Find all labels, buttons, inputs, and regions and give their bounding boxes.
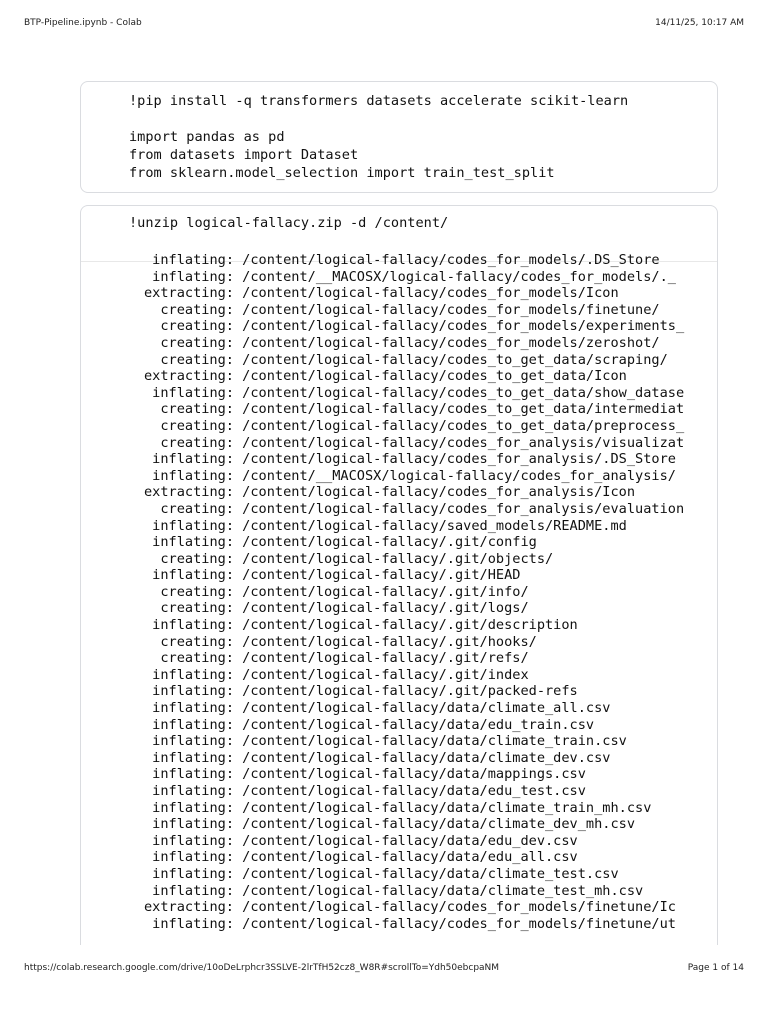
- output-action: extracting:: [143, 368, 234, 385]
- document-title: BTP-Pipeline.ipynb - Colab: [24, 18, 142, 28]
- output-action: inflating:: [152, 567, 234, 584]
- output-line: [81, 501, 707, 518]
- output-action: inflating:: [152, 700, 234, 717]
- output-line: [81, 318, 707, 335]
- output-action: creating:: [160, 301, 234, 318]
- output-path: /content/logical-fallacy/codes_for_models/finetune/: [234, 301, 660, 318]
- output-action: inflating:: [152, 384, 234, 401]
- output-line: [81, 683, 707, 700]
- output-line: [81, 733, 707, 750]
- output-action: inflating:: [152, 534, 234, 551]
- output-line: [81, 551, 707, 568]
- output-action: inflating:: [152, 666, 234, 683]
- output-line: [81, 600, 707, 617]
- output-path: /content/logical-fallacy/data/climate_test.csv: [234, 865, 619, 882]
- output-path: /content/logical-fallacy/.git/info/: [234, 583, 529, 600]
- output-action: creating:: [160, 351, 234, 368]
- output-line: [81, 484, 707, 501]
- output-action: inflating:: [152, 849, 234, 866]
- output-path: /content/logical-fallacy/.git/HEAD: [234, 567, 521, 584]
- output-path: /content/logical-fallacy/data/climate_dev.csv: [234, 749, 611, 766]
- output-line: [81, 800, 707, 817]
- output-action: inflating:: [152, 799, 234, 816]
- output-line: [81, 468, 707, 485]
- output-line: [81, 451, 707, 468]
- output-line: [81, 866, 707, 883]
- output-action: inflating:: [152, 816, 234, 833]
- output-action: inflating:: [152, 882, 234, 899]
- output-line: [81, 534, 707, 551]
- output-path: /content/logical-fallacy/codes_for_models/.DS_Store: [234, 252, 660, 268]
- page-url: https://colab.research.google.com/drive/10oDeLrphcr3SSLVE-2lrTfH52cz8_W8R#scrollTo=Ydh50ebcpaNM: [24, 963, 500, 973]
- output-path: /content/logical-fallacy/codes_for_analysis/Icon: [234, 484, 636, 501]
- output-action: inflating:: [152, 268, 234, 285]
- output-path: /content/logical-fallacy/codes_to_get_data/intermediat: [234, 401, 685, 418]
- output-path: /content/logical-fallacy/data/climate_test_mh.csv: [234, 882, 644, 899]
- output-path: /content/logical-fallacy/data/climate_train_mh.csv: [234, 799, 652, 816]
- output-path: /content/__MACOSX/logical-fallacy/codes_for_analysis/: [234, 467, 676, 484]
- output-action: creating:: [160, 318, 234, 335]
- output-action: inflating:: [152, 865, 234, 882]
- output-action: creating:: [160, 600, 234, 617]
- output-action: inflating:: [152, 467, 234, 484]
- output-path: /content/logical-fallacy/data/climate_all.csv: [234, 700, 611, 717]
- output-line: [81, 518, 707, 535]
- output-line: [81, 833, 707, 850]
- output-line: [81, 269, 707, 286]
- output-action: creating:: [160, 550, 234, 567]
- output-action: extracting:: [143, 285, 234, 302]
- output-action: inflating:: [152, 683, 234, 700]
- output-line: [81, 766, 707, 783]
- output-action: inflating:: [152, 915, 234, 932]
- output-line: [81, 816, 707, 833]
- output-path: /content/logical-fallacy/.git/packed-refs: [234, 683, 578, 700]
- output-path: /content/logical-fallacy/.git/objects/: [234, 550, 554, 567]
- code-cell-source[interactable]: !pip install -q transformers datasets accelerate scikit-learn import pandas as pd from datasets import Dataset from sklearn.model_selection import train_test_split: [129, 93, 629, 181]
- output-path: /content/logical-fallacy/.git/refs/: [234, 650, 529, 667]
- output-line: [81, 584, 707, 601]
- code-cell-unzip[interactable]: [80, 205, 718, 945]
- output-path: /content/logical-fallacy/saved_models/README.md: [234, 517, 627, 534]
- output-line: [81, 302, 707, 319]
- output-action: extracting:: [143, 899, 234, 916]
- output-line: [81, 335, 707, 352]
- output-path: /content/logical-fallacy/codes_to_get_data/preprocess_: [234, 417, 685, 434]
- output-action: creating:: [160, 334, 234, 351]
- output-path: /content/logical-fallacy/data/edu_train.csv: [234, 716, 595, 733]
- output-action: creating:: [160, 650, 234, 667]
- output-action: creating:: [160, 500, 234, 517]
- output-action: inflating:: [152, 517, 234, 534]
- output-path: /content/logical-fallacy/codes_for_analysis/.DS_Store: [234, 451, 676, 468]
- output-path: /content/logical-fallacy/codes_for_models/finetune/Ic: [234, 899, 676, 916]
- output-line: [81, 899, 707, 916]
- output-path: /content/logical-fallacy/codes_for_analysis/evaluation: [234, 500, 685, 517]
- output-path: /content/logical-fallacy/codes_for_models/finetune/ut: [234, 915, 676, 932]
- output-line: [81, 700, 707, 717]
- output-path: /content/__MACOSX/logical-fallacy/codes_for_models/._: [234, 268, 676, 285]
- output-action: creating:: [160, 417, 234, 434]
- output-action: creating:: [160, 633, 234, 650]
- output-path: /content/logical-fallacy/data/edu_test.csv: [234, 783, 586, 799]
- output-path: /content/logical-fallacy/.git/hooks/: [234, 633, 537, 650]
- output-path: /content/logical-fallacy/codes_for_analysis/visualizat: [234, 434, 685, 451]
- output-action: inflating:: [152, 252, 234, 268]
- output-action: creating:: [160, 401, 234, 418]
- output-line: [81, 667, 707, 684]
- output-action: inflating:: [152, 832, 234, 849]
- output-path: /content/logical-fallacy/codes_to_get_data/Icon: [234, 368, 627, 385]
- output-action: creating:: [160, 434, 234, 451]
- output-line: [81, 650, 707, 667]
- output-lines: [81, 252, 707, 932]
- output-action: creating:: [160, 583, 234, 600]
- output-line: [81, 435, 707, 452]
- output-line: [81, 916, 707, 933]
- output-path: /content/logical-fallacy/.git/config: [234, 534, 537, 551]
- output-line: [81, 285, 707, 302]
- output-action: extracting:: [143, 484, 234, 501]
- output-path: /content/logical-fallacy/codes_for_models/experiments_: [234, 318, 685, 335]
- output-path: /content/logical-fallacy/codes_to_get_data/scraping/: [234, 351, 668, 368]
- output-action: inflating:: [152, 617, 234, 634]
- output-path: /content/logical-fallacy/data/climate_train.csv: [234, 733, 627, 750]
- output-path: /content/logical-fallacy/data/mappings.csv: [234, 766, 586, 783]
- output-path: /content/logical-fallacy/.git/description: [234, 617, 578, 634]
- page-number: Page 1 of 14: [687, 963, 744, 973]
- output-action: inflating:: [152, 451, 234, 468]
- output-action: inflating:: [152, 766, 234, 783]
- output-line: [81, 849, 707, 866]
- output-line: [81, 385, 707, 402]
- output-line: [81, 883, 707, 900]
- output-action: inflating:: [152, 716, 234, 733]
- code-cell-imports[interactable]: [80, 81, 718, 193]
- output-line: [81, 368, 707, 385]
- output-line: [81, 352, 707, 369]
- output-action: inflating:: [152, 733, 234, 750]
- output-line: [81, 401, 707, 418]
- output-action: inflating:: [152, 783, 234, 799]
- output-path: /content/logical-fallacy/data/climate_dev_mh.csv: [234, 816, 636, 833]
- output-line: [81, 717, 707, 734]
- output-path: /content/logical-fallacy/.git/index: [234, 666, 529, 683]
- cell-output[interactable]: [81, 252, 707, 945]
- output-path: /content/logical-fallacy/data/edu_all.csv: [234, 849, 578, 866]
- output-line: [81, 617, 707, 634]
- print-datetime: 14/11/25, 10:17 AM: [655, 18, 744, 28]
- output-line: [81, 252, 707, 269]
- code-cell-source[interactable]: !unzip logical-fallacy.zip -d /content/: [129, 215, 449, 231]
- output-line: [81, 567, 707, 584]
- output-line: [81, 783, 707, 800]
- output-path: /content/logical-fallacy/.git/logs/: [234, 600, 529, 617]
- output-line: [81, 750, 707, 767]
- output-path: /content/logical-fallacy/codes_to_get_data/show_datase: [234, 384, 685, 401]
- output-path: /content/logical-fallacy/codes_for_models/Icon: [234, 285, 619, 302]
- output-path: /content/logical-fallacy/codes_for_models/zeroshot/: [234, 334, 660, 351]
- output-line: [81, 634, 707, 651]
- output-line: [81, 418, 707, 435]
- output-action: inflating:: [152, 749, 234, 766]
- output-path: /content/logical-fallacy/data/edu_dev.csv: [234, 832, 578, 849]
